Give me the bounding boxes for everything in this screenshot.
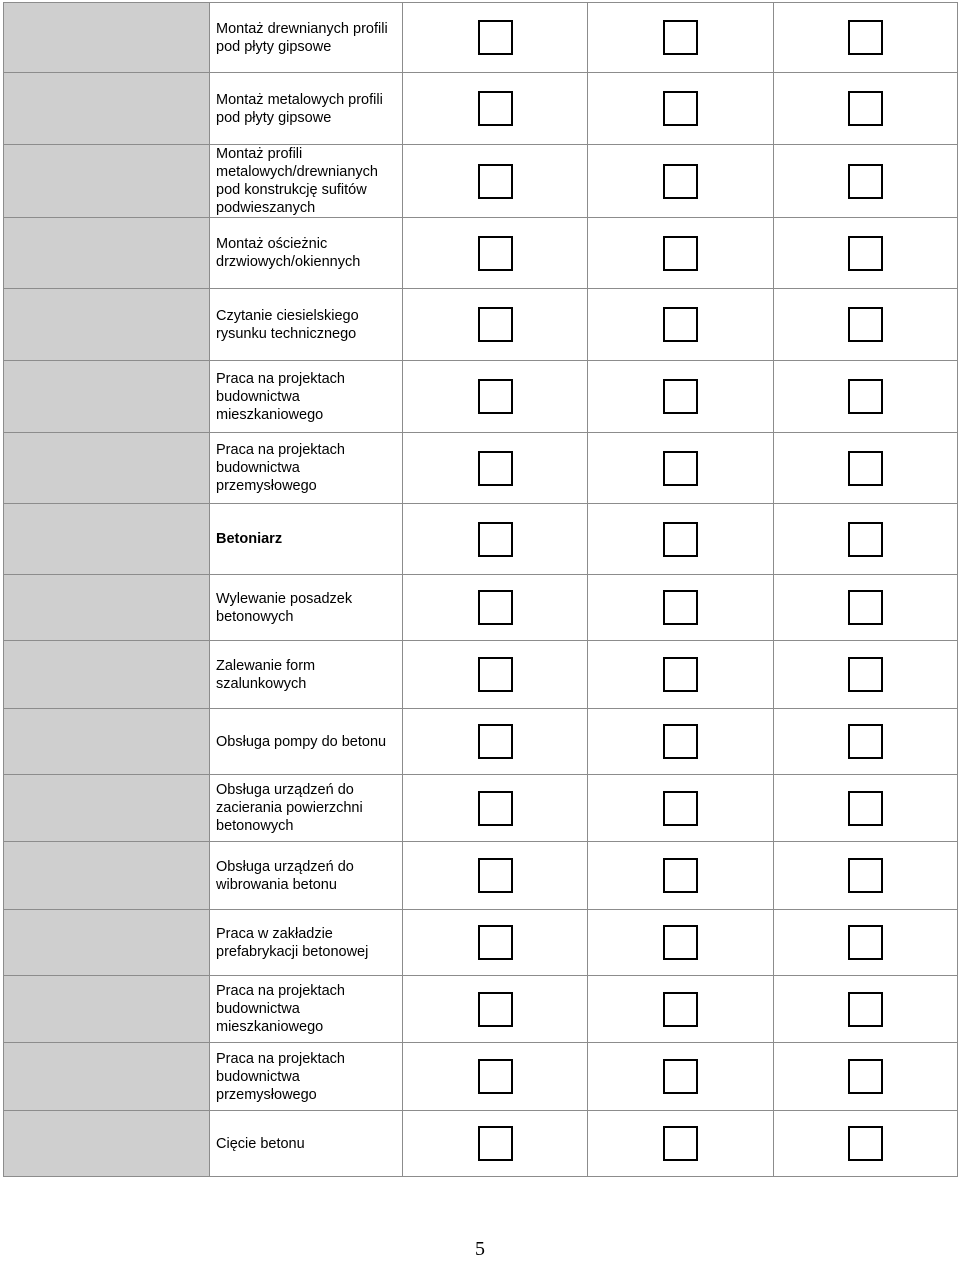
checkbox-cell (588, 218, 774, 289)
checkbox-cell (403, 575, 588, 641)
checkbox-cell (403, 433, 588, 504)
checkbox-cell (774, 1111, 958, 1177)
checkbox[interactable] (478, 992, 513, 1027)
checkbox[interactable] (848, 1059, 883, 1094)
gray-margin-cell (4, 775, 210, 842)
gray-margin-cell (4, 433, 210, 504)
checklist-rows (4, 3, 958, 1177)
checkbox-cell (588, 433, 774, 504)
checkbox-cell (403, 709, 588, 775)
table-row (4, 575, 958, 641)
checkbox-cell (774, 504, 958, 575)
checkbox[interactable] (478, 1059, 513, 1094)
checkbox[interactable] (478, 657, 513, 692)
gray-margin-cell (4, 976, 210, 1043)
checkbox[interactable] (478, 925, 513, 960)
table-row (4, 1043, 958, 1111)
table-row (4, 775, 958, 842)
skill-label: Praca na projektach budownictwa mieszkaniowego (210, 976, 403, 1043)
gray-margin-cell (4, 1043, 210, 1111)
checkbox[interactable] (848, 925, 883, 960)
checkbox-cell (588, 1111, 774, 1177)
checkbox-cell (588, 709, 774, 775)
checkbox[interactable] (848, 992, 883, 1027)
table-row (4, 218, 958, 289)
table-row (4, 1111, 958, 1177)
checkbox[interactable] (478, 724, 513, 759)
table-row (4, 145, 958, 218)
checkbox-cell (774, 775, 958, 842)
checkbox[interactable] (663, 1126, 698, 1161)
checkbox-cell (403, 3, 588, 73)
checkbox[interactable] (478, 791, 513, 826)
checkbox-cell (774, 976, 958, 1043)
checkbox-cell (403, 73, 588, 145)
checkbox-cell (774, 709, 958, 775)
checkbox-cell (403, 775, 588, 842)
checkbox[interactable] (848, 657, 883, 692)
skill-label: Obsługa pompy do betonu (210, 709, 403, 775)
checkbox-cell (588, 361, 774, 433)
checkbox[interactable] (663, 791, 698, 826)
checkbox[interactable] (848, 379, 883, 414)
gray-margin-cell (4, 575, 210, 641)
skills-checklist-table (3, 2, 958, 1177)
checkbox[interactable] (663, 724, 698, 759)
checkbox-cell (774, 218, 958, 289)
checkbox[interactable] (478, 20, 513, 55)
checkbox[interactable] (848, 858, 883, 893)
checkbox[interactable] (478, 1126, 513, 1161)
gray-margin-cell (4, 910, 210, 976)
gray-margin-cell (4, 218, 210, 289)
checkbox-cell (774, 361, 958, 433)
checkbox[interactable] (478, 858, 513, 893)
skill-label: Montaż metalowych profili pod płyty gipsowe (210, 73, 403, 145)
gray-margin-cell (4, 145, 210, 218)
checkbox[interactable] (848, 164, 883, 199)
skill-label: Obsługa urządzeń do wibrowania betonu (210, 842, 403, 910)
checkbox-cell (403, 218, 588, 289)
checkbox[interactable] (848, 791, 883, 826)
checkbox[interactable] (478, 91, 513, 126)
table-row (4, 73, 958, 145)
skill-label: Montaż ościeżnic drzwiowych/okiennych (210, 218, 403, 289)
checkbox-cell (588, 910, 774, 976)
skill-label: Cięcie betonu (210, 1111, 403, 1177)
checkbox[interactable] (663, 992, 698, 1027)
checkbox-cell (403, 842, 588, 910)
table-row (4, 289, 958, 361)
checkbox-cell (403, 976, 588, 1043)
checkbox-cell (774, 575, 958, 641)
checkbox-cell (774, 1043, 958, 1111)
checkbox[interactable] (848, 236, 883, 271)
table-row (4, 709, 958, 775)
checkbox-cell (588, 73, 774, 145)
checkbox-cell (774, 433, 958, 504)
table-row (4, 842, 958, 910)
checkbox[interactable] (848, 20, 883, 55)
checkbox[interactable] (478, 590, 513, 625)
checkbox-cell (588, 1043, 774, 1111)
skill-label: Montaż profili metalowych/drewnianych pod konstrukcję sufitów podwieszanych (210, 145, 403, 218)
checkbox-cell (588, 289, 774, 361)
checkbox-cell (774, 910, 958, 976)
checkbox-cell (403, 145, 588, 218)
checkbox[interactable] (663, 20, 698, 55)
checkbox-cell (403, 504, 588, 575)
gray-margin-cell (4, 709, 210, 775)
checkbox-cell (774, 641, 958, 709)
gray-margin-cell (4, 289, 210, 361)
checkbox-cell (588, 976, 774, 1043)
checkbox[interactable] (848, 724, 883, 759)
checkbox[interactable] (663, 657, 698, 692)
skill-label: Praca w zakładzie prefabrykacji betonowej (210, 910, 403, 976)
checkbox[interactable] (478, 451, 513, 486)
skill-label: Praca na projektach budownictwa przemysłowego (210, 433, 403, 504)
checkbox-cell (403, 1043, 588, 1111)
skill-label: Praca na projektach budownictwa przemysłowego (210, 1043, 403, 1111)
table-row (4, 504, 958, 575)
checkbox-cell (403, 910, 588, 976)
skill-label: Zalewanie form szalunkowych (210, 641, 403, 709)
table-row (4, 361, 958, 433)
gray-margin-cell (4, 73, 210, 145)
checkbox[interactable] (663, 925, 698, 960)
gray-margin-cell (4, 1111, 210, 1177)
checkbox[interactable] (663, 1059, 698, 1094)
checkbox[interactable] (663, 91, 698, 126)
checkbox[interactable] (478, 236, 513, 271)
checkbox[interactable] (848, 590, 883, 625)
checkbox[interactable] (663, 522, 698, 557)
gray-margin-cell (4, 504, 210, 575)
checkbox-cell (403, 289, 588, 361)
gray-margin-cell (4, 842, 210, 910)
checkbox[interactable] (848, 522, 883, 557)
skill-label: Czytanie ciesielskiego rysunku technicznego (210, 289, 403, 361)
checkbox-cell (774, 145, 958, 218)
skill-label: Obsługa urządzeń do zacierania powierzchni betonowych (210, 775, 403, 842)
checkbox-cell (403, 641, 588, 709)
checkbox-cell (588, 775, 774, 842)
checkbox-cell (588, 145, 774, 218)
checkbox[interactable] (663, 858, 698, 893)
checkbox[interactable] (663, 236, 698, 271)
gray-margin-cell (4, 3, 210, 73)
table-row (4, 976, 958, 1043)
checkbox[interactable] (848, 451, 883, 486)
checkbox-cell (774, 842, 958, 910)
table-row (4, 641, 958, 709)
checkbox-cell (588, 842, 774, 910)
skill-label: Montaż drewnianych profili pod płyty gipsowe (210, 3, 403, 73)
checkbox[interactable] (478, 522, 513, 557)
page-number: 5 (475, 1238, 485, 1260)
table-row (4, 910, 958, 976)
checkbox-cell (588, 575, 774, 641)
table-row (4, 433, 958, 504)
skill-label: Praca na projektach budownictwa mieszkaniowego (210, 361, 403, 433)
checkbox[interactable] (663, 451, 698, 486)
checkbox[interactable] (663, 379, 698, 414)
checkbox-cell (403, 361, 588, 433)
gray-margin-cell (4, 361, 210, 433)
checkbox-cell (403, 1111, 588, 1177)
checkbox-cell (774, 289, 958, 361)
checkbox[interactable] (478, 164, 513, 199)
section-heading: Betoniarz (210, 504, 403, 575)
checkbox[interactable] (663, 590, 698, 625)
checkbox[interactable] (848, 1126, 883, 1161)
checkbox[interactable] (663, 164, 698, 199)
table-row (4, 3, 958, 73)
checkbox[interactable] (478, 379, 513, 414)
checkbox[interactable] (848, 307, 883, 342)
checkbox-cell (774, 3, 958, 73)
checkbox-cell (588, 504, 774, 575)
checkbox[interactable] (478, 307, 513, 342)
checkbox[interactable] (848, 91, 883, 126)
checkbox[interactable] (663, 307, 698, 342)
checkbox-cell (774, 73, 958, 145)
skill-label: Wylewanie posadzek betonowych (210, 575, 403, 641)
checkbox-cell (588, 641, 774, 709)
gray-margin-cell (4, 641, 210, 709)
checkbox-cell (588, 3, 774, 73)
